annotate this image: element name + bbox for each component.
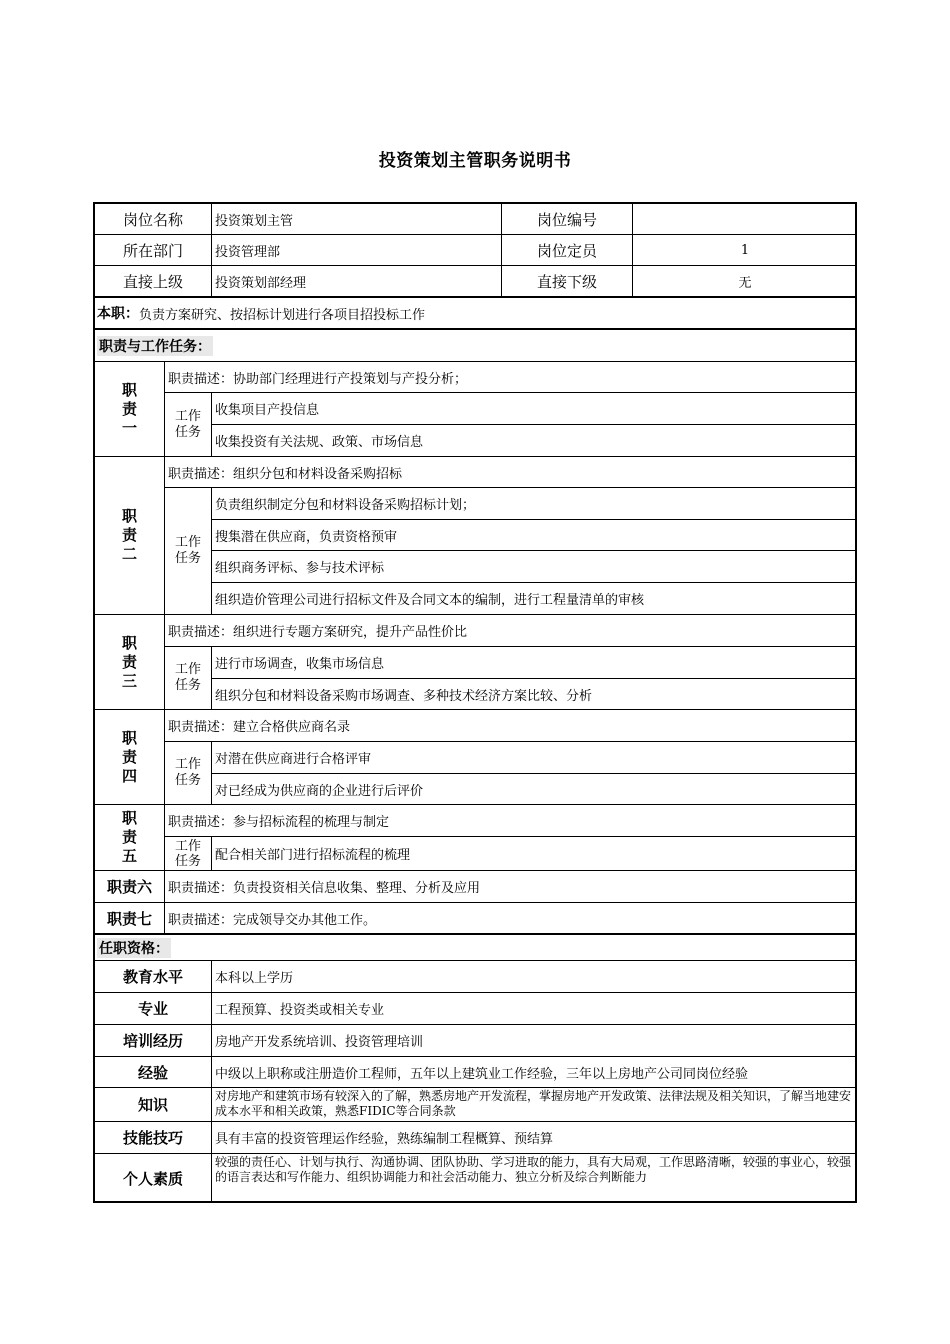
page-title: 投资策划主管职务说明书 (378, 151, 572, 171)
quota-value: 1 (633, 235, 857, 266)
duties-heading-row (95, 330, 857, 362)
duty-5-task: 配合相关部门进行招标流程的梳理 (212, 837, 857, 871)
duty-2-task: 负责组织制定分包和材料设备采购招标计划； (212, 488, 857, 520)
duty-3-task: 组织分包和材料设备采购市场调查、多种技术经济方案比较、分析 (212, 679, 857, 710)
duty-2-label: 职 责 二 (95, 457, 165, 615)
duty-5-desc: 职责描述：参与招标流程的梳理与制定 (165, 805, 857, 837)
qual-label: 个人素质 (95, 1154, 212, 1203)
duty-4-task: 对已经成为供应商的企业进行后评价 (212, 774, 857, 805)
qual-heading: 任职资格： (97, 938, 171, 958)
duty-3-desc: 职责描述：组织进行专题方案研究，提升产品性价比 (165, 615, 857, 647)
qual-label: 教育水平 (95, 961, 212, 993)
qual-label: 专业 (95, 993, 212, 1025)
qual-value: 本科以上学历 (212, 961, 857, 993)
duty-4-task: 对潜在供应商进行合格评审 (212, 742, 857, 774)
duty-1-desc: 职责描述：协助部门经理进行产投策划与产投分析； (165, 362, 857, 393)
dept-label: 所在部门 (95, 235, 212, 266)
qual-label: 知识 (95, 1088, 212, 1122)
main-duty-row (95, 298, 857, 330)
superior-label: 直接上级 (95, 266, 212, 298)
duty-2-task: 组织商务评标、参与技术评标 (212, 551, 857, 583)
qual-value: 较强的责任心、计划与执行、沟通协调、团队协助、学习进取的能力，具有大局观，工作思路清晰，较强的事业心，较强的语言表达和写作能力、组织协调能力和社会活动能力、独立分析及综合判断能力 (215, 1155, 852, 1184)
superior-value: 投资策划部经理 (212, 266, 502, 298)
duty-6-label: 职责六 (95, 871, 165, 903)
duty-4-label: 职 责 四 (95, 710, 165, 805)
qual-value: 中级以上职称或注册造价工程师，五年以上建筑业工作经验，三年以上房地产公司同岗位经验 (212, 1057, 857, 1088)
duty-2-desc: 职责描述：组织分包和材料设备采购招标 (165, 457, 857, 488)
duty-2-task-label: 工作 任务 (165, 488, 212, 615)
position-no-value (633, 204, 857, 235)
position-name-label: 岗位名称 (95, 204, 212, 235)
duty-2-task: 搜集潜在供应商，负责资格预审 (212, 520, 857, 551)
duty-3-task-label: 工作 任务 (165, 647, 212, 710)
duties-heading: 职责与工作任务： (97, 336, 213, 356)
qual-value: 工程预算、投资类或相关专业 (212, 993, 857, 1025)
quota-label: 岗位定员 (502, 235, 633, 266)
qual-value: 对房地产和建筑市场有较深入的了解，熟悉房地产开发流程，掌握房地产开发政策、法律法规及相关知识，了解当地建安成本水平和相关政策，熟悉FIDIC等合同条款 (212, 1088, 857, 1122)
subordinate-label: 直接下级 (502, 266, 633, 298)
dept-value: 投资管理部 (212, 235, 502, 266)
duty-7-label: 职责七 (95, 903, 165, 935)
main-duty-text: 负责方案研究、按招标计划进行各项目招投标工作 (139, 307, 426, 323)
duty-7-desc: 职责描述：完成领导交办其他工作。 (165, 903, 857, 935)
duty-1-task: 收集项目产投信息 (212, 393, 857, 425)
duty-1-task-label: 工作 任务 (165, 393, 212, 457)
position-name-value: 投资策划主管 (212, 204, 502, 235)
duty-4-task-label: 工作 任务 (165, 742, 212, 805)
duty-3-task: 进行市场调查，收集市场信息 (212, 647, 857, 679)
duty-5-label: 职 责 五 (95, 805, 165, 871)
qual-value: 房地产开发系统培训、投资管理培训 (212, 1025, 857, 1057)
subordinate-value: 无 (633, 266, 857, 298)
job-description-table (93, 202, 857, 1203)
qual-label: 技能技巧 (95, 1122, 212, 1154)
position-no-label: 岗位编号 (502, 204, 633, 235)
qual-value: 具有丰富的投资管理运作经验，熟练编制工程概算、预结算 (212, 1122, 857, 1154)
duty-3-label: 职 责 三 (95, 615, 165, 710)
duty-2-task: 组织造价管理公司进行招标文件及合同文本的编制，进行工程量清单的审核 (212, 583, 857, 615)
main-duty-label: 本职： (97, 306, 139, 322)
duty-5-task-label: 工作 任务 (165, 837, 212, 871)
duty-1-label: 职 责 一 (95, 362, 165, 457)
duty-6-desc: 职责描述：负责投资相关信息收集、整理、分析及应用 (165, 871, 857, 903)
duty-1-task: 收集投资有关法规、政策、市场信息 (212, 425, 857, 457)
qual-label: 经验 (95, 1057, 212, 1088)
qual-label: 培训经历 (95, 1025, 212, 1057)
qual-heading-row (95, 935, 857, 961)
duty-4-desc: 职责描述：建立合格供应商名录 (165, 710, 857, 742)
